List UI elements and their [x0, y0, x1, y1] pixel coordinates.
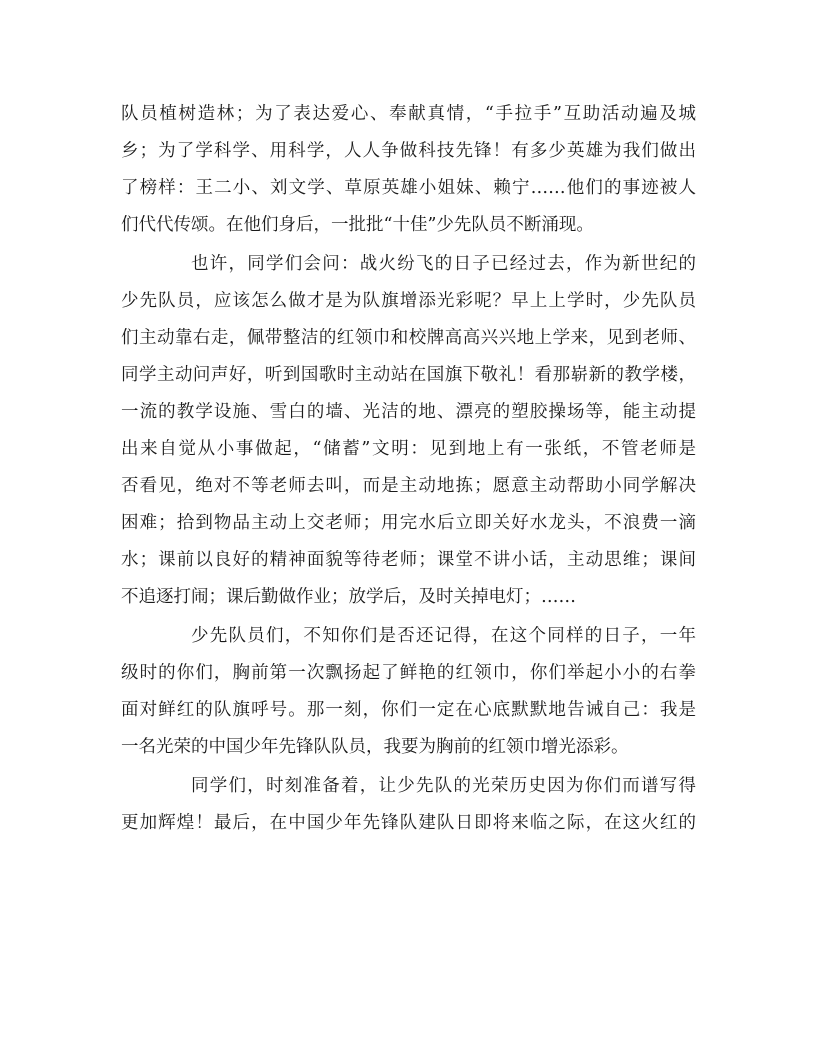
paragraph-line: 少先队员，应该怎么做才是为队旗增添光彩呢？早上上学时，少先队员 [121, 291, 696, 311]
paragraph-line: 们主动靠右走，佩带整洁的红领巾和校牌高高兴兴地上学来，见到老师、 [121, 328, 696, 348]
paragraph-line: 出来自觉从小事做起，“储蓄”文明：见到地上有一张纸，不管老师是 [121, 439, 696, 459]
paragraph-2 [121, 246, 696, 616]
paragraph-line: 乡；为了学科学、用科学，人人争做科技先锋！有多少英雄为我们做出 [121, 141, 696, 161]
paragraph-3 [121, 618, 696, 766]
paragraph-line: 水；课前以良好的精神面貌等待老师；课堂不讲小话，主动思维；课间 [121, 550, 696, 570]
paragraph-line: 少先队员们，不知你们是否还记得，在这个同样的日子，一年 [191, 626, 696, 646]
paragraph-line: 困难；拾到物品主动上交老师；用完水后立即关好水龙头，不浪费一滴 [121, 513, 696, 533]
paragraph-line: 队员植树造林；为了表达爱心、奉献真情，“手拉手”互助活动遍及城 [121, 104, 696, 124]
paragraph-line: 面对鲜红的队旗呼号。那一刻，你们一定在心底默默地告诫自己：我是 [121, 700, 696, 720]
paragraph-line: 否看见，绝对不等老师去叫，而是主动地拣；愿意主动帮助小同学解决 [121, 476, 696, 496]
paragraph-line: 一名光荣的中国少年先锋队队员，我要为胸前的红领巾增光添彩。 [121, 737, 629, 757]
paragraph-line: 不追逐打闹；课后勤做作业；放学后，及时关掉电灯；…… [121, 587, 576, 607]
paragraph-line: 们代代传颂。在他们身后，一批批“十佳”少先队员不断涌现。 [121, 215, 594, 235]
paragraph-line: 同学主动问声好，听到国歌时主动站在国旗下敬礼！看那崭新的教学楼， [121, 365, 696, 385]
document-body [121, 96, 696, 842]
paragraph-line: 更加辉煌！最后，在中国少年先锋队建队日即将来临之际，在这火红的 [121, 813, 696, 833]
paragraph-line: 同学们，时刻准备着，让少先队的光荣历史因为你们而谱写得 [191, 776, 696, 796]
paragraph-line: 级时的你们，胸前第一次飘扬起了鲜艳的红领巾，你们举起小小的右拳 [121, 663, 696, 683]
paragraph-4 [121, 768, 696, 842]
paragraph-line: 一流的教学设施、雪白的墙、光洁的地、漂亮的塑胶操场等，能主动提 [121, 402, 696, 422]
paragraph-line: 了榜样：王二小、刘文学、草原英雄小姐妹、赖宁……他们的事迹被人 [121, 178, 696, 198]
paragraph-line: 也许，同学们会问：战火纷飞的日子已经过去，作为新世纪的 [191, 254, 696, 274]
paragraph-1 [121, 96, 696, 244]
